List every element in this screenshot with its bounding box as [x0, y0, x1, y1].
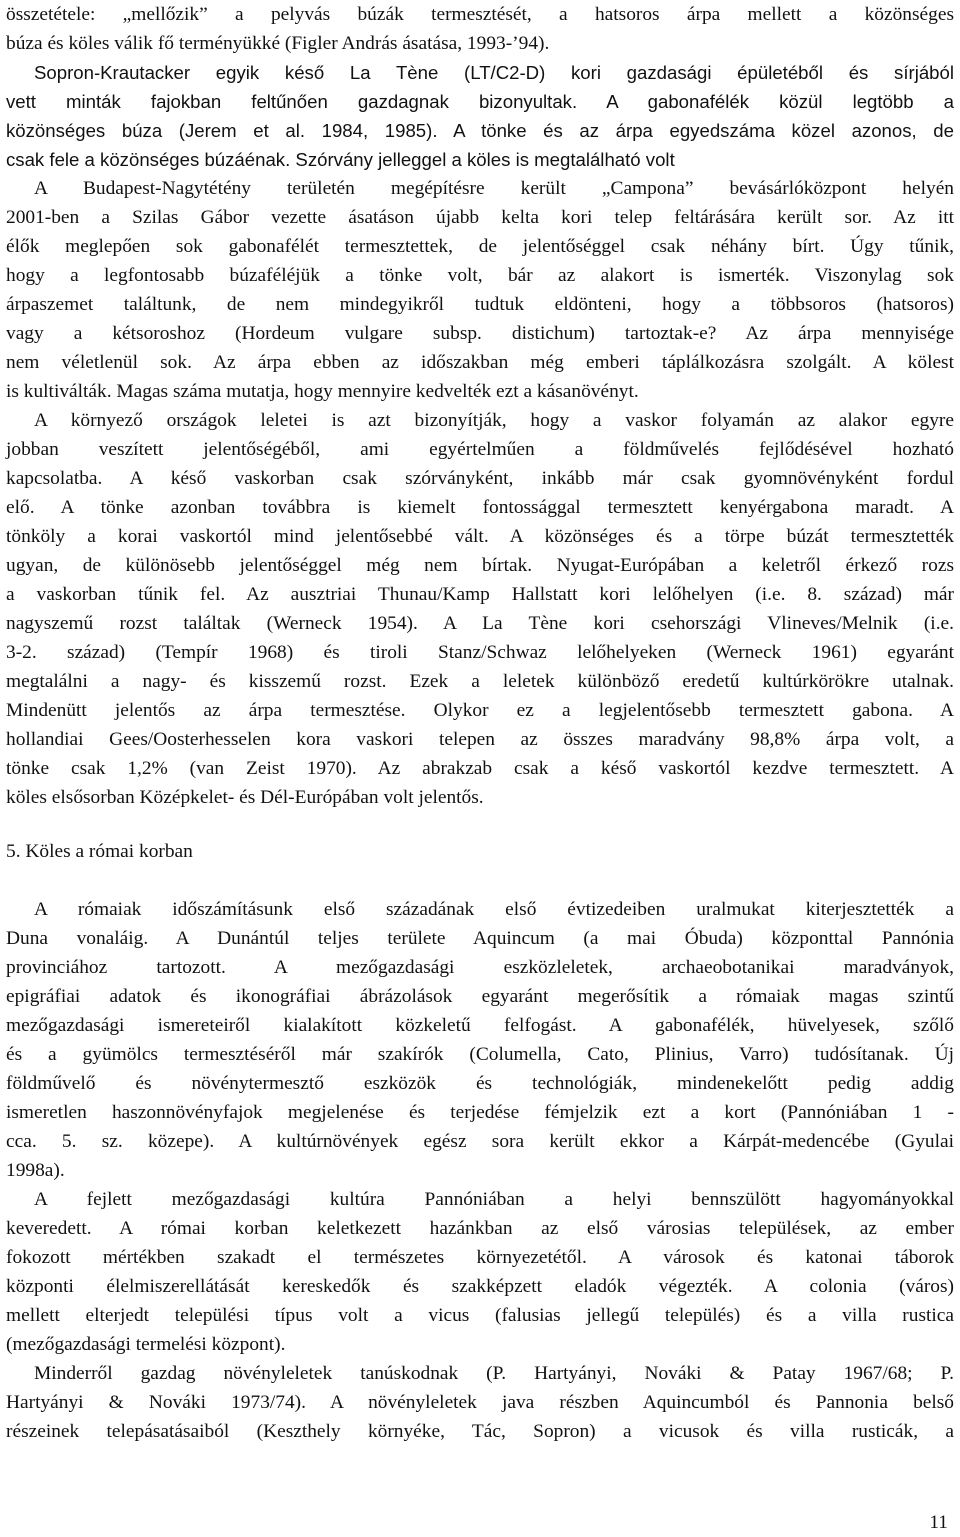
- text-line: 3-2. század) (Tempír 1968) és tiroli Stanz/Schwaz lelőhelyeken (Werneck 1961) egyaránt: [6, 642, 954, 663]
- text-line: központi élelmiszerellátását kereskedők és szakképzett eladók végezték. A colonia (város): [6, 1276, 954, 1297]
- text-line: búza és köles válik fő terményükké (Figler András ásatása, 1993-’94).: [6, 33, 550, 54]
- text-line: nem véletlenül sok. Az árpa ebben az időszakban még emberi táplálkozásra szolgált. A kölest: [6, 352, 954, 373]
- text-line: 1998a).: [6, 1160, 65, 1181]
- text-line: Minderről gazdag növényleletek tanúskodnak (P. Hartyányi, Nováki & Patay 1967/68; P.: [34, 1363, 954, 1384]
- text-line: 2001-ben a Szilas Gábor vezette ásatáson újabb kelta kori telep feltárására került sor. Az itt: [6, 207, 954, 228]
- text-line: jobban veszített jelentőségéből, ami egyértelműen a földművelés fejlődésével hozható: [6, 439, 954, 460]
- text-line: A Budapest-Nagytétény területén megépítésre került „Campona” bevásárlóközpont helyén: [34, 178, 954, 199]
- text-line: köles elsősorban Középkelet- és Dél-Európában volt jelentős.: [6, 787, 484, 808]
- page-number: 11: [929, 1512, 948, 1533]
- text-line: közönséges búza (Jerem et al. 1984, 1985). A tönke és az árpa egyedszáma közel azonos, de: [6, 120, 954, 141]
- text-line: fokozott mértékben szakadt el természetes környezetétől. A városok és katonai táborok: [6, 1247, 954, 1268]
- text-line: ismeretlen haszonnövényfajok megjelenése és terjedése fémjelzik ezt a kort (Pannóniában 1 -: [6, 1102, 954, 1123]
- text-line: hogy a legfontosabb búzaféléjük a tönke volt, bár az alakort is ismerték. Viszonylag sok: [6, 265, 954, 286]
- text-line: földművelő és növénytermesztő eszközök és technológiák, mindenekelőtt pedig addig: [6, 1073, 954, 1094]
- text-line: Duna vonaláig. A Dunántúl teljes területe Aquincum (a mai Óbuda) központtal Pannónia: [6, 928, 954, 949]
- section-heading: 5. Köles a római korban: [6, 841, 193, 862]
- text-line: cca. 5. sz. közepe). A kultúrnövények egész sora került ekkor a Kárpát-medencébe (Gyulai: [6, 1131, 954, 1152]
- text-line: tönköly a korai vaskortól mind jelentősebbé vált. A közönséges és a törpe búzát termesztették: [6, 526, 954, 547]
- text-line: (mezőgazdasági termelési központ).: [6, 1334, 286, 1355]
- text-line: elő. A tönke azonban továbbra is kiemelt fontossággal termesztett kenyérgabona maradt. A: [6, 497, 954, 518]
- text-line: árpaszemet találtunk, de nem mindegyikről tudtuk eldönteni, hogy a többsoros (hatsoros): [6, 294, 954, 315]
- text-line: epigráfiai adatok és ikonográfiai ábrázolások egyaránt megerősítik a rómaiak magas szintű: [6, 986, 954, 1007]
- text-line: Hartyányi & Nováki 1973/74). A növényleletek java részben Aquincumból és Pannonia belső: [6, 1392, 954, 1413]
- text-line: A rómaiak időszámításunk első századának első évtizedeiben uralmukat kiterjesztették a: [34, 899, 954, 920]
- text-line: nagyszemű rozst találtak (Werneck 1954). A La Tène kori csehországi Vlineves/Melnik (i.e.: [6, 613, 954, 634]
- text-line: csak fele a közönséges búzáénak. Szórvány jelleggel a köles is megtalálható volt: [6, 149, 675, 170]
- text-line: tönke csak 1,2% (van Zeist 1970). Az abrakzab csak a késő vaskortól kezdve termesztett. A: [6, 758, 954, 779]
- text-line: részeinek telepásatásaiból (Keszthely környéke, Tác, Sopron) a vicusok és villa rusticák, a: [6, 1421, 954, 1442]
- text-line: ugyan, de különösebb jelentőséggel még nem bírtak. Nyugat-Európában a keletről érkező rozs: [6, 555, 954, 576]
- text-line: mellett elterjedt települési típus volt a vicus (falusias jellegű település) és a villa rustica: [6, 1305, 954, 1326]
- text-line: mezőgazdasági ismereteiről kialakított közkeletű felfogást. A gabonafélék, hüvelyesek, szőlő: [6, 1015, 954, 1036]
- text-line: élők meglepően sok gabonafélét termesztettek, de jelentőséggel csak néhány bírt. Úgy tűnik,: [6, 236, 954, 257]
- text-line: a vaskorban tűnik fel. Az ausztriai Thunau/Kamp Hallstatt kori lelőhelyen (i.e. 8. század) már: [6, 584, 954, 605]
- text-line: is kultiválták. Magas száma mutatja, hogy mennyire kedvelték ezt a kásanövényt.: [6, 381, 639, 402]
- text-line: kapcsolatba. A késő vaskorban csak szórványként, inkább már csak gyomnövényként fordul: [6, 468, 954, 489]
- text-line: hollandiai Gees/Oosterhesselen kora vaskori telepen az összes maradvány 98,8% árpa volt, a: [6, 729, 954, 750]
- text-line: Mindenütt jelentős az árpa termesztése. Olykor ez a legjelentősebb termesztett gabona. A: [6, 700, 954, 721]
- text-line: A környező országok leletei is azt bizonyítják, hogy a vaskor folyamán az alakor egyre: [34, 410, 954, 431]
- text-line: A fejlett mezőgazdasági kultúra Pannóniában a helyi bennszülött hagyományokkal: [34, 1189, 954, 1210]
- text-line: keveredett. A római korban keletkezett hazánkban az első városias települések, az ember: [6, 1218, 954, 1239]
- text-line: vett minták fajokban feltűnően gazdagnak bizonyultak. A gabonafélék közül legtöbb a: [6, 91, 954, 112]
- text-line: megtalálni a nagy- és kisszemű rozst. Ezek a leletek különböző eredetű kultúrkörökre utalnak.: [6, 671, 954, 692]
- text-line: és a gyümölcs termesztéséről már szakírók (Columella, Cato, Plinius, Varro) tudósítanak. Új: [6, 1044, 954, 1065]
- text-line: provinciához tartozott. A mezőgazdasági eszközleletek, archaeobotanikai maradványok,: [6, 957, 954, 978]
- text-line: összetétele: „mellőzik” a pelyvás búzák termesztését, a hatsoros árpa mellett a közönséges: [6, 4, 954, 25]
- text-line: vagy a kétsoroshoz (Hordeum vulgare subsp. distichum) tartoztak-e? Az árpa mennyisége: [6, 323, 954, 344]
- text-line: Sopron-Krautacker egyik késő La Tène (LT/C2-D) kori gazdasági épületéből és sírjából: [34, 62, 954, 83]
